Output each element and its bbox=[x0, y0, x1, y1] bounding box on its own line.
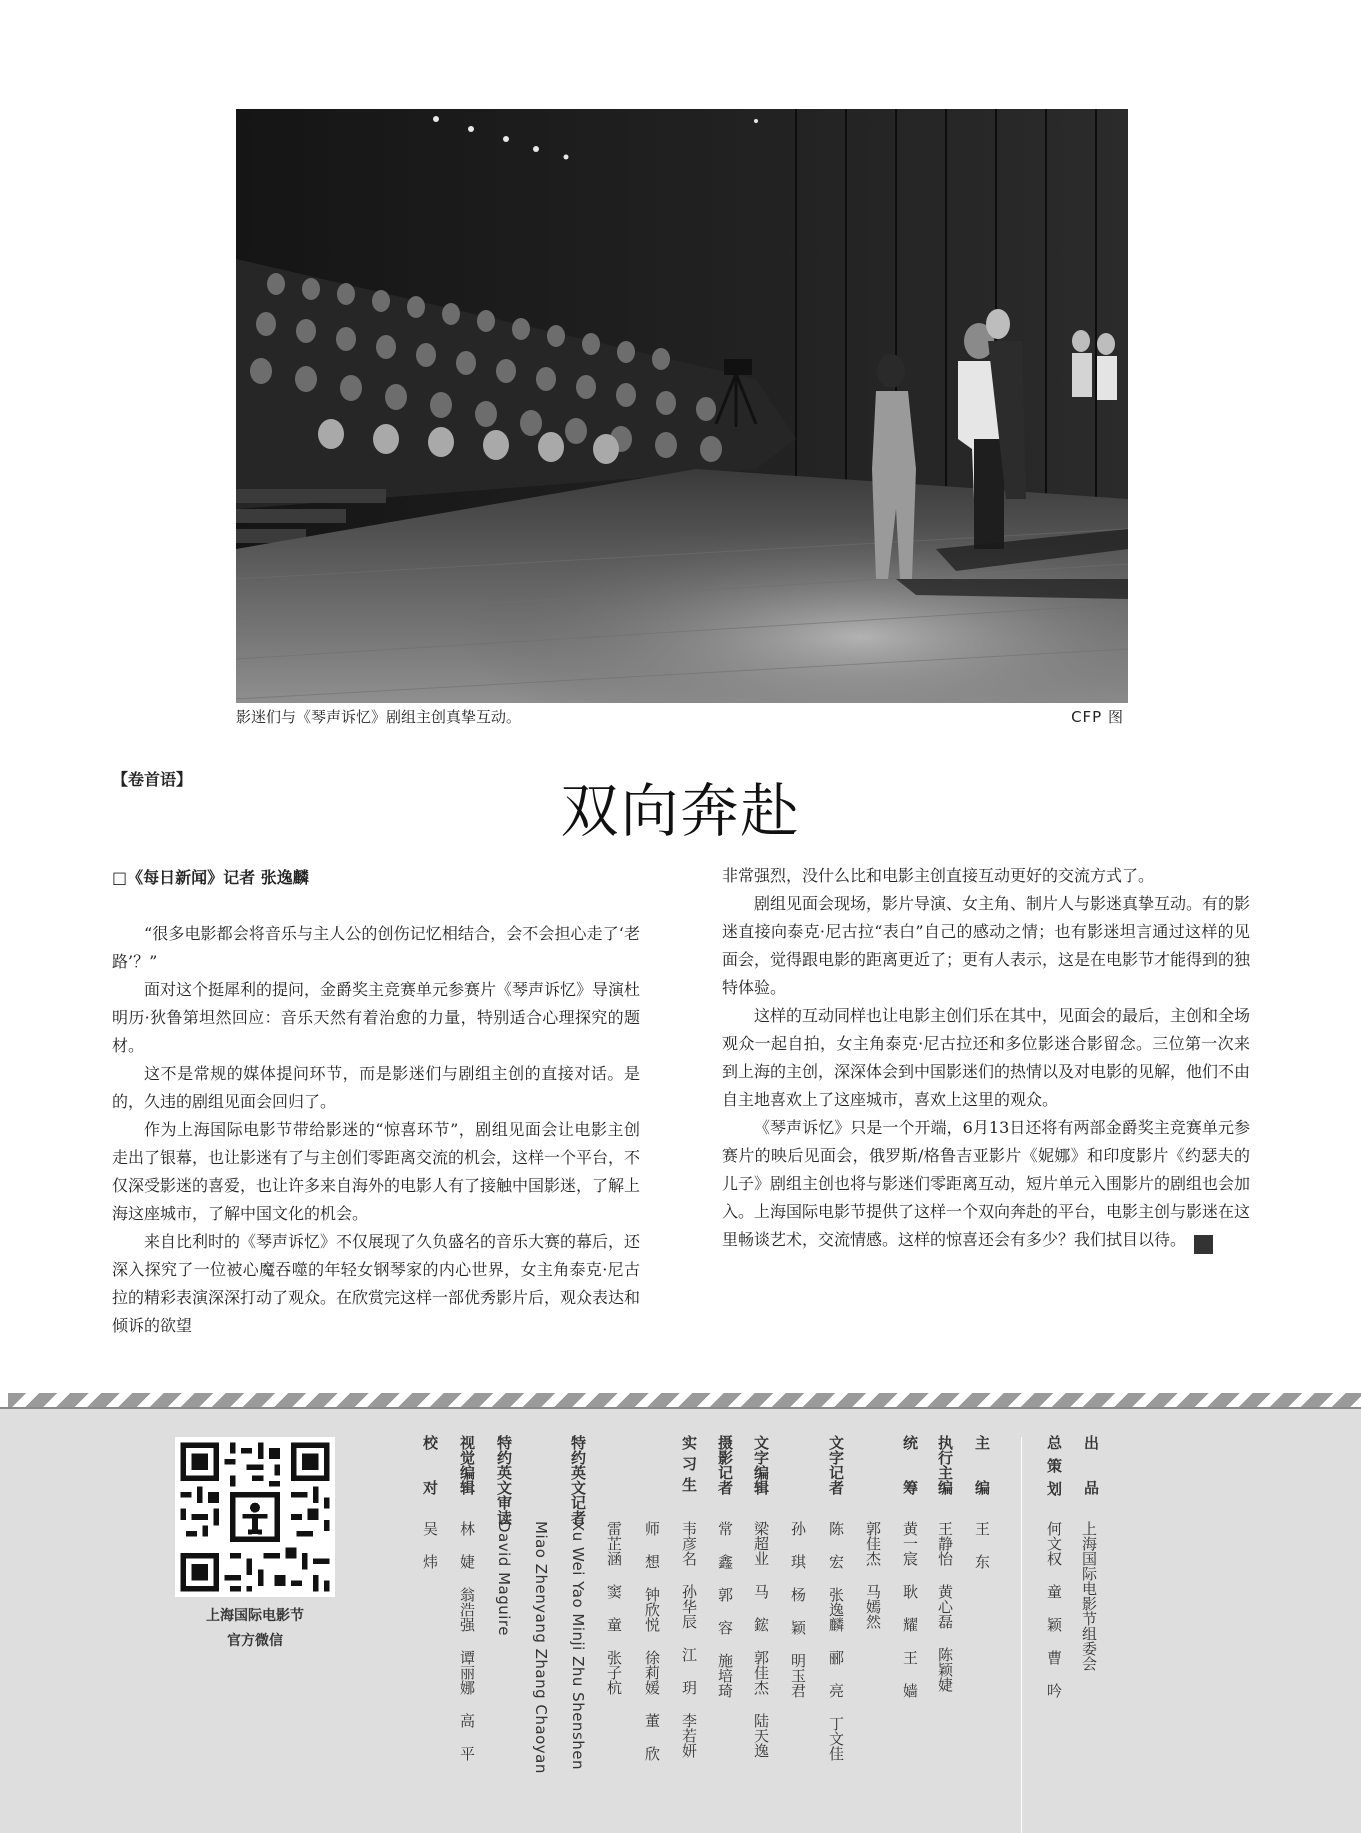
byline: □《每日新闻》记者 张逸麟 bbox=[112, 868, 309, 887]
credit-names: 王静怡 黄心磊 陈颖婕 bbox=[936, 1521, 954, 1692]
paragraph: 作为上海国际电影节带给影迷的“惊喜环节”，剧组见面会让电影主创走出了银幕，也让影迷有了与主创们零距离交流的机会，这样一个平台，不仅深受影迷的喜爱，也让许多来自海外的电影人有了接触中国影迷，了解上海这座城市，了解中国文化的机会。 bbox=[112, 1120, 641, 1223]
qr-label-line: 官方微信 bbox=[227, 1633, 283, 1649]
credit-names: 何文权 童 颖 曹 吟 bbox=[1045, 1521, 1063, 1698]
photo-caption bbox=[236, 706, 1128, 728]
masthead-divider bbox=[1021, 1437, 1022, 1833]
paragraph: “很多电影都会将音乐与主人公的创伤记忆相结合，会不会担心走了‘老路’？” bbox=[112, 924, 640, 971]
credit-names: 韦彦名 孙华辰 江 玥 李若妍 bbox=[680, 1521, 698, 1758]
role-label: 摄影记者 bbox=[716, 1435, 734, 1495]
article-column-left bbox=[112, 920, 640, 1340]
wechat-qr-code[interactable] bbox=[175, 1437, 335, 1597]
qr-label bbox=[150, 1604, 360, 1654]
role-label: 主编 bbox=[973, 1435, 991, 1525]
decorative-stripe bbox=[8, 1393, 1361, 1407]
role-label: 特约英文审读 bbox=[495, 1435, 513, 1525]
credit-names: David Maguire bbox=[495, 1521, 513, 1636]
credit-names: 黄一宸 耿 耀 王 嫱 bbox=[901, 1521, 919, 1698]
role-label: 校对 bbox=[421, 1435, 439, 1525]
masthead bbox=[0, 1407, 1361, 1833]
role-label: 出品 bbox=[1082, 1435, 1100, 1525]
credit-names: 孙 琪 杨 颖 明玉君 bbox=[789, 1521, 807, 1698]
masthead-top-rule bbox=[0, 1407, 1361, 1409]
credit-names: 雷芷涵 窦 童 张子杭 bbox=[605, 1521, 623, 1695]
role-label: 统筹 bbox=[901, 1435, 919, 1525]
page-title: 双向奔赴 bbox=[560, 777, 801, 845]
qr-label-line: 上海国际电影节 bbox=[206, 1608, 304, 1624]
role-label: 文字记者 bbox=[827, 1435, 845, 1495]
role-label: 视觉编辑 bbox=[458, 1435, 476, 1495]
credit-names: Xu Wei Yao Minji Zhu Shenshen bbox=[569, 1521, 587, 1770]
paragraph: 这不是常规的媒体提问环节，而是影迷们与剧组主创的直接对话。是的，久违的剧组见面会回归了。 bbox=[112, 1064, 640, 1111]
caption-text: 影迷们与《琴声诉忆》剧组主创真挚互动。 bbox=[236, 708, 522, 726]
paragraph bbox=[722, 1114, 1250, 1254]
credit-names: 上海国际电影节组委会 bbox=[1080, 1521, 1098, 1671]
cover-photo bbox=[236, 109, 1128, 703]
role-label: 实习生 bbox=[680, 1435, 698, 1498]
paragraph: 来自比利时的《琴声诉忆》不仅展现了久负盛名的音乐大赛的幕后，还深入探究了一位被心魔吞噬的年轻女钢琴家的内心世界，女主角泰克·尼古拉的精彩表演深深打动了观众。在欣赏完这样一部优秀影片后，观众表达和倾诉的欲望 bbox=[112, 1232, 641, 1335]
credit-names: 吴 炜 bbox=[421, 1521, 439, 1569]
article-column-right bbox=[722, 862, 1250, 1254]
credit-names: 梁超业 马 鋐 郭佳杰 陆天逸 bbox=[752, 1521, 770, 1758]
credit-names: 陈 宏 张逸麟 郦 亮 丁文佳 bbox=[827, 1521, 845, 1761]
cinema-audience-photo bbox=[236, 109, 1128, 703]
paragraph-text: 《琴声诉忆》只是一个开端，6月13日还将有两部金爵奖主竞赛单元参赛片的映后见面会，俄罗斯/格鲁吉亚影片《妮娜》和印度影片《约瑟夫的儿子》剧组主创也将与影迷们零距离互动，短片单元入围影片的剧组也会加入。上海国际电影节提供了这样一个双向奔赴的平台，电影主创与影迷在这里畅谈艺术，交流情感。这样的惊喜还会有多少？我们拭目以待。 bbox=[722, 1118, 1251, 1249]
qr-code-icon bbox=[175, 1437, 335, 1597]
paragraph: 这样的互动同样也让电影主创们乐在其中，见面会的最后，主创和全场观众一起自拍，女主角泰克·尼古拉还和多位影迷合影留念。三位第一次来到上海的主创，深深体会到中国影迷们的热情以及对电影的见解，他们不由自主地喜欢上了这座城市，喜欢上这里的观众。 bbox=[722, 1006, 1251, 1109]
credit-names: 王 东 bbox=[973, 1521, 991, 1569]
photo-credit: CFP 图 bbox=[1071, 708, 1124, 726]
paragraph: 面对这个挺犀利的提问，金爵奖主竞赛单元参赛片《琴声诉忆》导演杜明历·狄鲁第坦然回应：音乐天然有着治愈的力量，特别适合心理探究的题材。 bbox=[112, 980, 641, 1055]
role-label: 总策划 bbox=[1045, 1435, 1063, 1504]
credit-names: 常 鑫 郭 容 施培琦 bbox=[716, 1521, 734, 1698]
role-label: 执行主编 bbox=[936, 1435, 954, 1495]
paragraph-continuation: 非常强烈，没什么比和电影主创直接互动更好的交流方式了。 bbox=[722, 866, 1155, 885]
credit-names: 林 婕 翁浩强 谭丽娜 高 平 bbox=[458, 1521, 476, 1761]
credit-names: 郭佳杰 马嫣然 bbox=[864, 1521, 882, 1629]
credit-names: Miao Zhenyang Zhang Chaoyan bbox=[532, 1521, 550, 1774]
credit-names: 师 想 钟欣悦 徐莉媛 董 欣 bbox=[643, 1521, 661, 1761]
column-tag: 【卷首语】 bbox=[112, 770, 193, 789]
end-mark-icon: T bbox=[1194, 1235, 1213, 1254]
role-label: 文字编辑 bbox=[752, 1435, 770, 1495]
paragraph: 剧组见面会现场，影片导演、女主角、制片人与影迷真挚互动。有的影迷直接向泰克·尼古拉“表白”自己的感动之情；也有影迷坦言通过这样的见面会，觉得跟电影的距离更近了；更有人表示，这是在电影节才能得到的独特体验。 bbox=[722, 894, 1251, 997]
role-label: 特约英文记者 bbox=[569, 1435, 587, 1525]
